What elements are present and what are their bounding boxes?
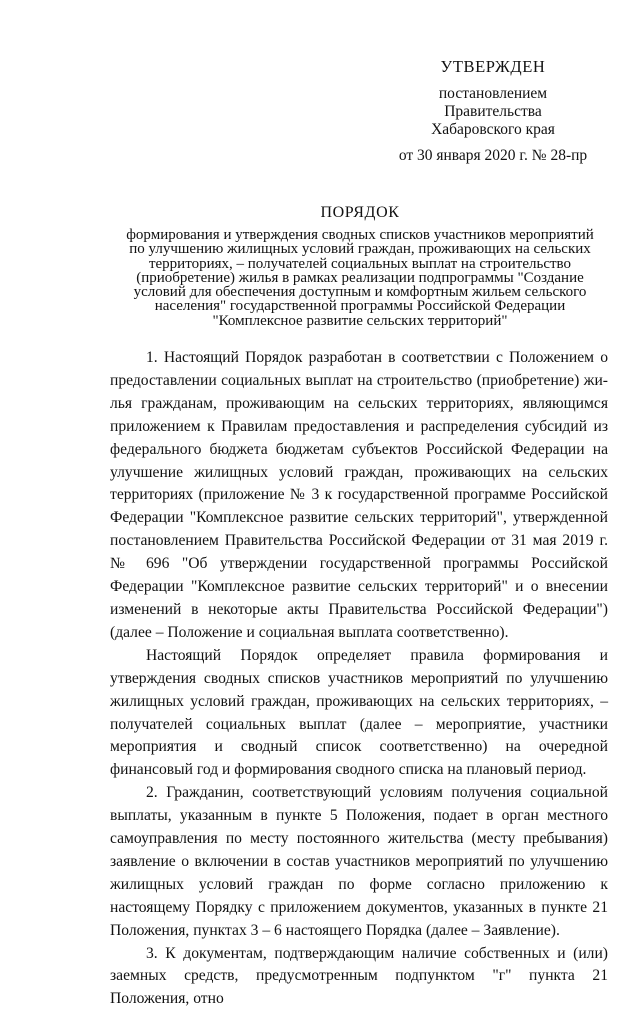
approval-block [388, 58, 598, 165]
document-title: ПОРЯДОК [320, 204, 400, 221]
subtitle-line: населения" государственной программы Российской Федерации [154, 298, 566, 315]
approval-title: УТВЕРЖДЕН [440, 57, 546, 76]
body-paragraph: 1. Настоящий Порядок разработан в соответствии с Положением о предоставлении социальных выплат на строительство (приобретение) жилья гражданам, проживающим на сельских территориях, являющимся приложением к Правилам предоставления и распределения субсидий из федерального бюджета бюджетам субъектов Российской Федерации на улучшение жилищных условий граждан, проживающих на сельских территориях (приложение № 3 к государственной программе Российской Федерации "Комплексное развитие сельских территорий", утвержденной постановлением Правительства Российской Федерации от 31 мая 2019 г. № 696 "Об утверждении государственной программы Российской Федерации "Комплексное развитие сельских территорий" и о внесении изменений в некоторые акты Правительства Российской Федерации") (далее – Положение и социальная выплата соответственно). [110, 349, 608, 641]
body-paragraph: Настоящий Порядок определяет правила формирования и утверждения сводных списков участников мероприятий по улучшению жилищных условий граждан, проживающих на сельских территориях, – получателей социальных выплат (далее – мероприятие, участники мероприятия и сводный список соответственно) на очередной финансовый год и формирования сводного списка на плановый период. [110, 646, 608, 779]
subtitle-line: формирования и утверждения сводных списков участников мероприятий [126, 227, 594, 243]
subtitle-line: территориях, – получателей социальных выплат на строительство [148, 255, 572, 272]
body-paragraph: 3. К документам, подтверждающим наличие собственных и (или) заемных средств, предусмотренным подпунктом "г" пункта 21 Положения, отно [110, 944, 608, 1008]
approval-date: от 30 января 2020 г. № 28-пр [398, 147, 588, 164]
body-paragraph: 2. Гражданин, соответствующий условиям получения социальной выплаты, указанным в пункте 5 Положения, подает в орган местного самоуправления по месту постоянного жительства (месту пребывания) заявление о включении в состав участников мероприятий по улучшению жилищных условий граждан по форме согласно приложению к настоящему Порядку с приложением документов, указанных в пункте 21 Положения, пунктах 3 – 6 настоящего Порядка (далее – Заявление). [110, 784, 608, 939]
approval-line: Хабаровского края [431, 121, 555, 138]
subtitle-line: "Комплексное развитие сельских территорий" [212, 312, 508, 329]
document-body [110, 347, 608, 1011]
approval-line: постановлением [438, 85, 548, 102]
document-subtitle [90, 228, 630, 328]
approval-line: Правительства [444, 103, 542, 120]
subtitle-line: условий для обеспечения доступным и комфортным жильем сельского [133, 284, 587, 301]
subtitle-line: (приобретение) жилья в рамках реализации подпрограммы "Создание [136, 269, 584, 286]
subtitle-line: по улучшению жилищных условий граждан, проживающих на сельских [129, 241, 591, 258]
